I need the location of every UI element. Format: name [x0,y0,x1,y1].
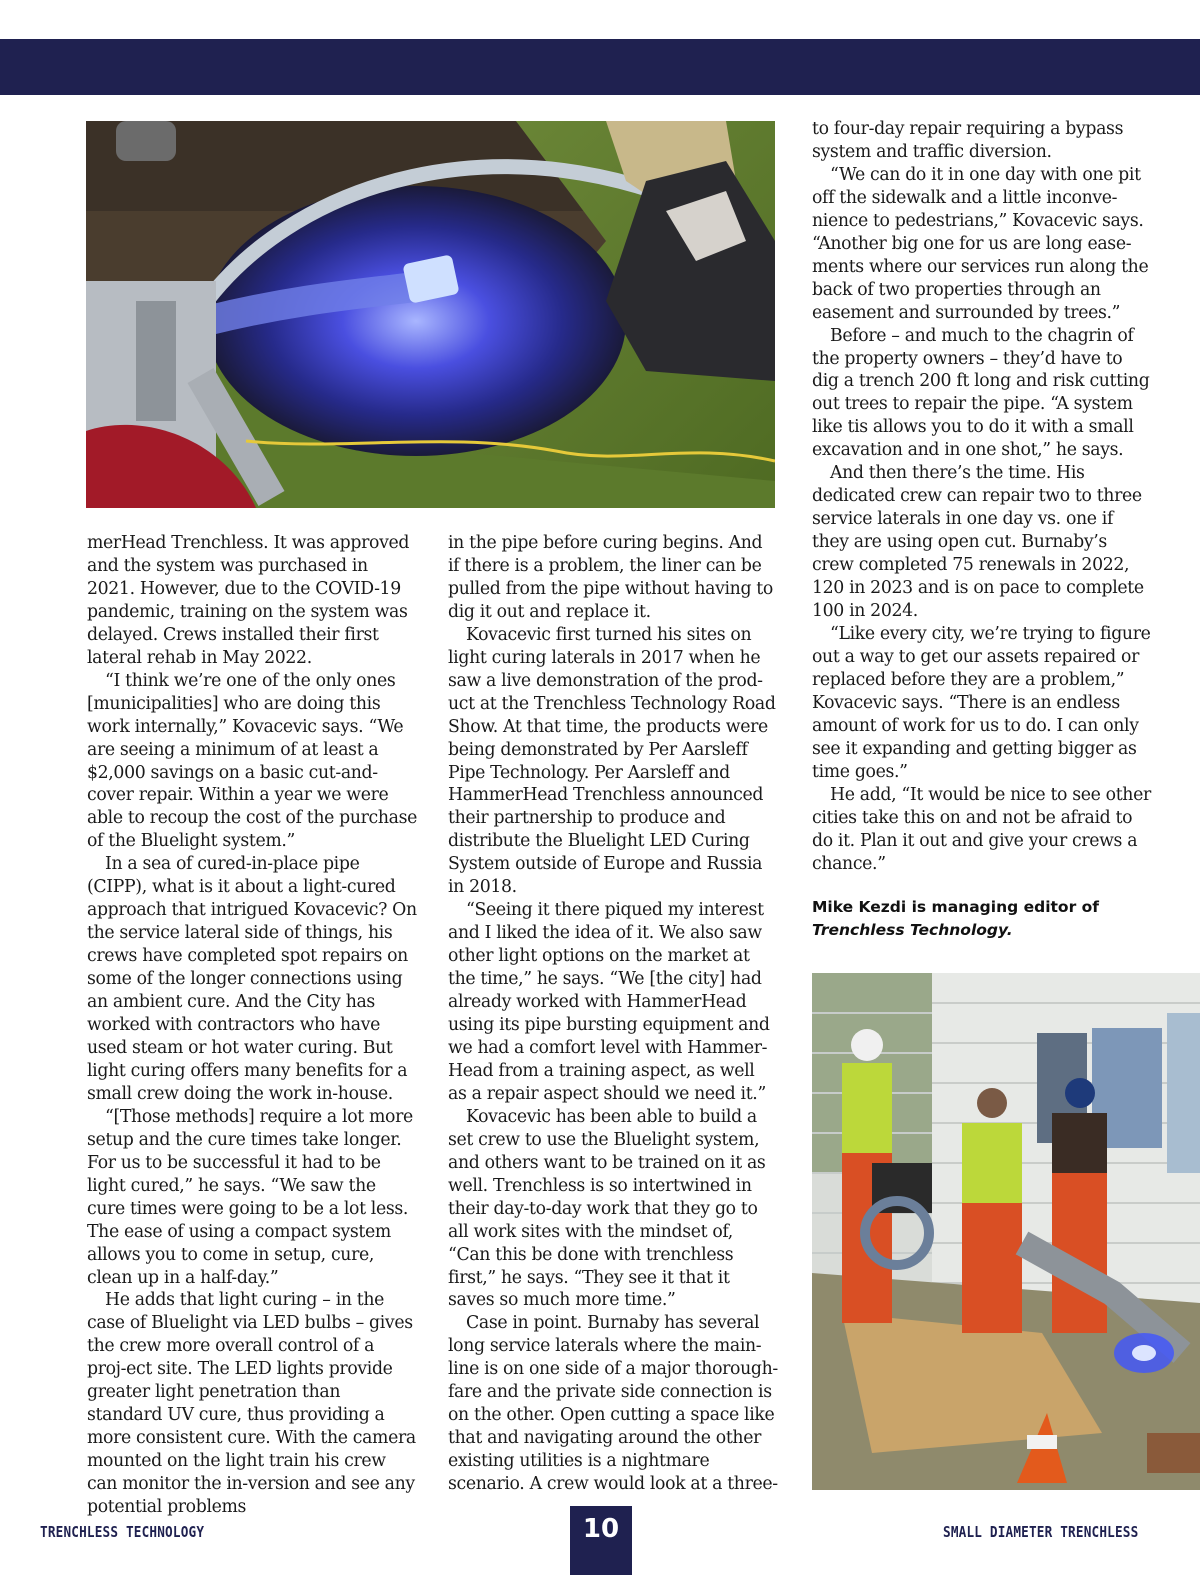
paragraph: Kovacevic has been able to build a set crew to use the Bluelight system, and others want to be trained on it as well. Trenchless is so intertwined in their day-to-day work that they go to all work sites with the mindset of, “Can this be done with trenchless first,” he says. “They see it that it saves so much more time.” [448,1106,766,1311]
article-column-2 [448,532,778,1496]
paragraph: Before – and much to the chagrin of the property owners – they’d have to dig a trench 200 ft long and risk cutting out trees to repair the pipe. “A system like tis allows you to do it with a small excavation and in one shot,” he says. [812,325,1150,461]
paragraph: Kovacevic first turned his sites on light curing laterals in 2017 when he saw a live demonstration of the prod-uct at the Trenchless Technology Road Show. At that time, the products were being demonstrated by Per Aarsleff Pipe Technology. Per Aarsleff and HammerHead Trenchless announced their partnership to produce and distribute the Bluelight LED Curing System outside of Europe and Russia in 2018. [448,624,776,898]
photo-light-cure-pit [86,121,775,508]
footer-section: SMALL DIAMETER TRENCHLESS [943,1523,1139,1541]
paragraph: And then there’s the time. His dedicated crew can repair two to three service laterals in one day vs. one if they are using open cut. Burnaby’s crew completed 75 renewals in 2022, 120 in 2023 and is on pace to complete 100 in 2024. [812,463,1144,622]
footer-publication: TRENCHLESS TECHNOLOGY [40,1523,205,1541]
paragraph: “Seeing it there piqued my interest and I liked the idea of it. We also saw other light options on the market at the time,” he says. “We [the city] had already worked with HammerHead using its pipe bursting equipment and we had a comfort level with Hammer-Head from a training aspect, as well as a repair aspect should we need it.” [448,900,770,1104]
author-byline [812,896,1152,942]
paragraph: “I think we’re one of the only ones [municipalities] who are doing this work internally,” Kovacevic says. “We are seeing a minimum of at least a $2,000 savings on a basic cut-and-cover repair. Within a year we were able to recoup the cost of the purchase of the Bluelight system.” [87,670,417,852]
byline-text: Mike Kezdi is managing editor of [812,898,1099,916]
page-number: 10 [570,1506,632,1575]
paragraph: to four-day repair requiring a bypass system and traffic diversion. [812,119,1124,162]
paragraph: “[Those methods] require a lot more setup and the cure times take longer. For us to be successful it had to be light cured,” he says. “We saw the cure times were going to be a lot less. The ease of using a compact system allows you to come in setup, cure, clean up in a half-day.” [87,1106,413,1288]
photo-crew-at-house [812,973,1200,1490]
paragraph: He adds that light curing – in the case of Bluelight via LED bulbs – gives the crew more overall control of a proj-ect site. The LED lights provide greater light penetration than standard UV cure, thus providing a more consistent cure. With the camera mounted on the light train his crew can monitor the in-version and see any potential problems [87,1290,416,1518]
paragraph: merHead Trenchless. It was approved and the system was purchased in 2021. However, due to the COVID-19 pandemic, training on the system was delayed. Crews installed their first lateral rehab in May 2022. [87,533,410,668]
article-column-3 [812,118,1152,875]
paragraph: “Like every city, we’re trying to figure out a way to get our assets repaired or replaced before they are a problem,” Kovacevic says. “There is an endless amount of work for us to do. I can only see it expanding and getting bigger as time goes.” [812,623,1151,782]
paragraph: “We can do it in one day with one pit off the sidewalk and a little inconve-nience to pedestrians,” Kovacevic says. “Another big one for us are long ease-ments where our services run along the back of two properties through an easement and surrounded by trees.” [812,164,1149,323]
byline-publication: Trenchless Technology. [812,921,1013,939]
paragraph: He add, “It would be nice to see other cities take this on and not be afraid to do it. Plan it out and give your crews a chance.” [812,784,1151,874]
header-band [0,39,1200,95]
paragraph: In a sea of cured-in-place pipe (CIPP), what is it about a light-cured approach that intrigued Kovacevic? On the service lateral side of things, his crews have completed spot repairs on some of the longer connections using an ambient cure. And the City has worked with contractors who have used steam or hot water curing. But light curing offers many benefits for a small crew doing the work in-house. [87,854,417,1104]
paragraph: in the pipe before curing begins. And if there is a problem, the liner can be pulled from the pipe without having to dig it out and replace it. [448,533,773,622]
paragraph: Case in point. Burnaby has several long service laterals where the main-line is on one side of a major thorough-fare and the private side connection is on the other. Open cutting a space like that and navigating around the other existing utilities is a nightmare scenario. A crew would look at a three- [448,1313,778,1495]
article-column-1 [87,532,417,1519]
